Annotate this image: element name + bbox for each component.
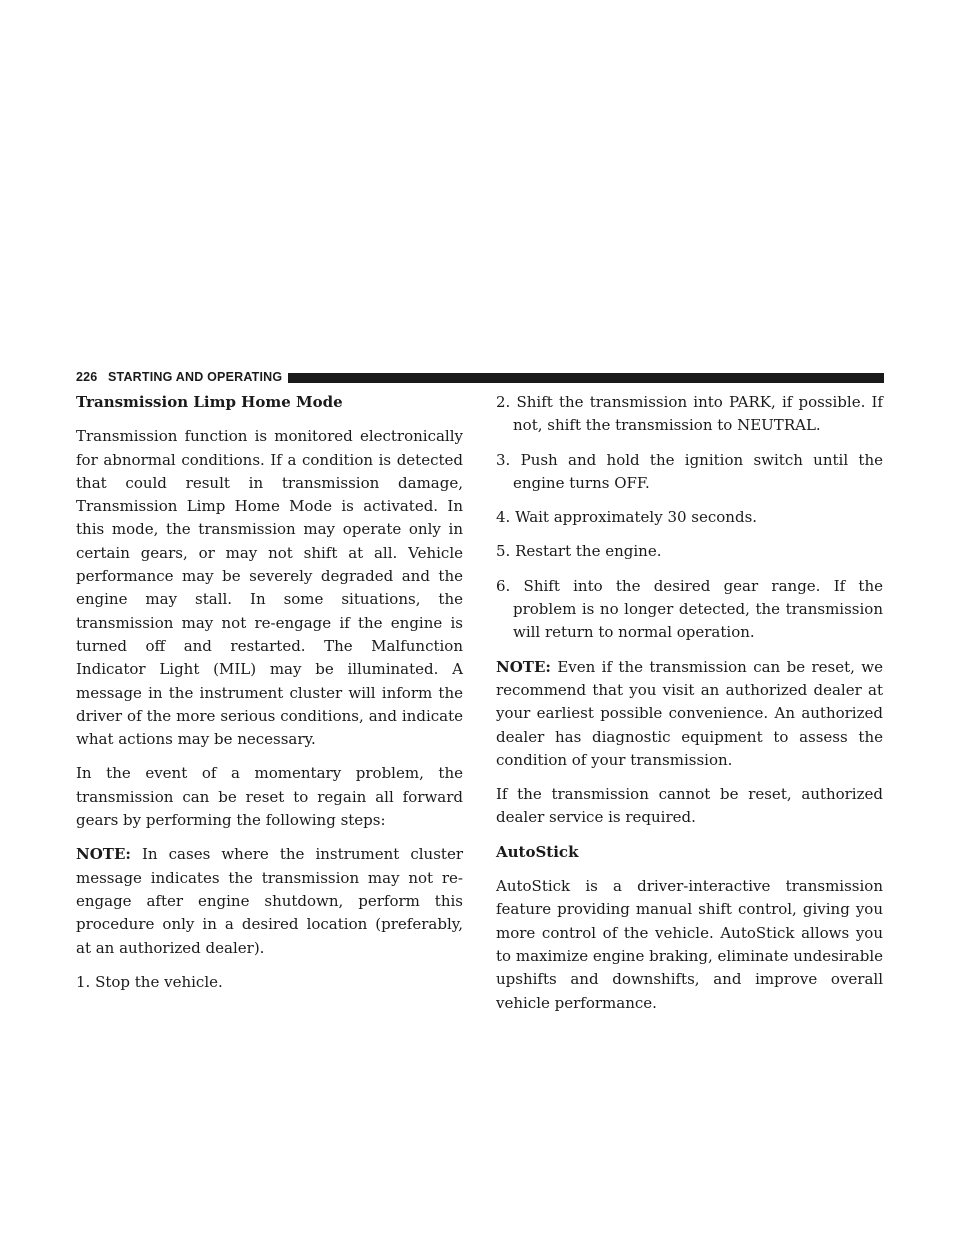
section-heading-autostick: AutoStick [496, 842, 579, 861]
step-1: 1. Stop the vehicle. [76, 972, 223, 991]
paragraph-reset-required: If the transmission cannot be reset, authorized dealer service is required. [496, 785, 883, 827]
page-header [76, 371, 884, 385]
note-paragraph [76, 843, 463, 959]
note-label: NOTE: [496, 657, 551, 676]
note-paragraph [496, 656, 883, 772]
page-number: 226 [76, 370, 98, 384]
step-5: 5. Restart the engine. [496, 542, 662, 561]
note-text: In cases where the instrument cluster message indicates the transmission may not re-engage after engine shutdown, perform this procedure only in a desired location (preferably, at an authorized dealer). [76, 845, 463, 957]
section-heading-limp-home: Transmission Limp Home Mode [76, 393, 343, 411]
section-title: STARTING AND OPERATING [108, 370, 283, 384]
step-4: 4. Wait approximately 30 seconds. [496, 508, 758, 527]
header-rule-bar [288, 373, 884, 383]
paragraph-limp-home-description: Transmission function is monitored electronically for abnormal conditions. If a condition is detected that could result in transmission damage, Transmission Limp Home Mode is activated. In this mode, the transmission may operate only in certain gears, or may not shift at all. Vehicle performance may be severely degraded and the engine may stall. In some situations, the transmission may not re-engage if the engine is turned off and restarted. The Malfunction Indicator Light (MIL) may be illuminated. A message in the instrument cluster will inform the driver of the more serious conditions, and indicate what actions may be necessary. [76, 427, 463, 749]
left-column [76, 391, 463, 1005]
step-2: 2. Shift the transmission into PARK, if possible. If not, shift the transmission to NEUTRAL. [496, 393, 883, 435]
paragraph-reset-intro: In the event of a momentary problem, the transmission can be reset to regain all forward gears by performing the following steps: [76, 764, 463, 830]
note-label: NOTE: [76, 845, 131, 864]
right-column [496, 391, 883, 1026]
step-6: 6. Shift into the desired gear range. If the problem is no longer detected, the transmission will return to normal operation. [496, 576, 883, 642]
step-3: 3. Push and hold the ignition switch until the engine turns OFF. [496, 450, 883, 492]
note-text: Even if the transmission can be reset, we recommend that you visit an authorized dealer at your earliest possible convenience. An authorized dealer has diagnostic equipment to assess the condition of your transmission. [496, 657, 883, 769]
paragraph-autostick-description: AutoStick is a driver-interactive transmission feature providing manual shift control, giving you more control of the vehicle. AutoStick allows you to maximize engine braking, eliminate undesirable upshifts and downshifts, and improve overall vehicle performance. [496, 877, 883, 1012]
